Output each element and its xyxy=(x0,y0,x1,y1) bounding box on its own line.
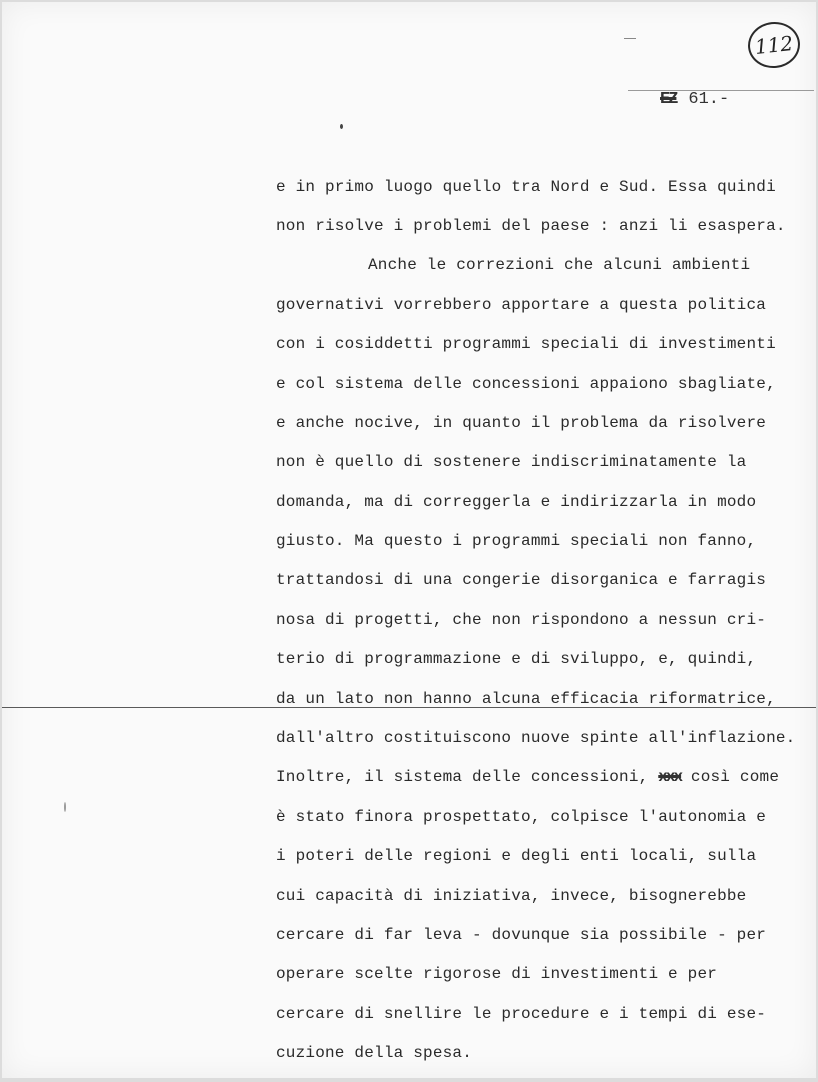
body-line: domanda, ma di correggerla e indirizzarla in modo xyxy=(276,493,757,511)
body-line: cercare di far leva - dovunque sia possibile - per xyxy=(276,926,767,944)
body-line: nosa di progetti, che non rispondono a nessun cri- xyxy=(276,611,767,629)
body-line: con i cosiddetti programmi speciali di investimenti xyxy=(276,335,776,353)
body-line: trattandosi di una congerie disorganica e farragis xyxy=(276,571,767,589)
body-line: Anche le correzioni che alcuni ambienti xyxy=(368,256,751,274)
body-line: governativi vorrebbero apportare a questa politica xyxy=(276,296,767,314)
page-number xyxy=(660,90,729,109)
body-line: cui capacità di iniziativa, invece, bisognerebbe xyxy=(276,887,747,905)
page-number-value: 61.- xyxy=(688,90,730,109)
body-line xyxy=(276,768,779,786)
body-line: cuzione della spesa. xyxy=(276,1044,473,1062)
body-line: è stato finora prospettato, colpisce l'autonomia e xyxy=(276,808,767,826)
body-line: e in primo luogo quello tra Nord e Sud. Essa quindi xyxy=(276,178,776,196)
ink-speck xyxy=(64,802,66,812)
body-line: giusto. Ma questo i programmi speciali non fanno, xyxy=(276,532,757,550)
stray-mark xyxy=(624,38,636,39)
body-line: e anche nocive, in quanto il problema da risolvere xyxy=(276,414,767,432)
document-page xyxy=(2,2,816,1078)
ink-speck xyxy=(340,124,343,129)
body-line: e col sistema delle concessioni appaiono sbagliate, xyxy=(276,375,776,393)
body-line: da un lato non hanno alcuna efficacia riformatrice, xyxy=(276,690,776,708)
page-stamp: 112 xyxy=(746,19,803,70)
body-line: i poteri delle regioni e degli enti locali, sulla xyxy=(276,847,757,865)
struck-prefix: EZ xyxy=(660,90,677,109)
body-line: non risolve i problemi del paese : anzi li esaspera. xyxy=(276,217,786,235)
struck-word: xxx xyxy=(658,768,682,786)
body-line-segment: Inoltre, il sistema delle concessioni, xyxy=(276,768,649,786)
body-line: operare scelte rigorose di investimenti e per xyxy=(276,965,718,983)
body-line: non è quello di sostenere indiscriminatamente la xyxy=(276,453,747,471)
body-line: terio di programmazione e di sviluppo, e, quindi, xyxy=(276,650,757,668)
body-line: dall'altro costituiscono nuove spinte all'inflazione. xyxy=(276,729,796,747)
body-line: cercare di snellire le procedure e i tempi di ese- xyxy=(276,1005,767,1023)
body-line-segment: così come xyxy=(690,768,780,786)
